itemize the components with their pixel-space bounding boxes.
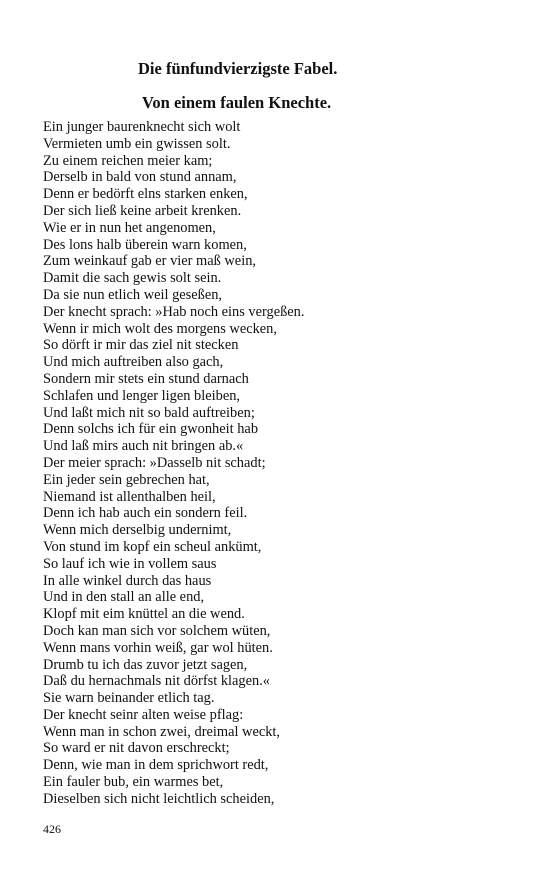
verse-line: Vermieten umb ein gwissen solt.	[43, 135, 231, 152]
verse-line: In alle winkel durch das haus	[43, 572, 212, 589]
verse-line: Der meier sprach: »Dasselb nit schadt;	[43, 454, 266, 471]
verse-line: So dörft ir mir das ziel nit stecken	[43, 337, 239, 354]
verse-line: Schlafen und lenger ligen bleiben,	[43, 387, 241, 404]
verse-line: Denn er bedörft elns starken enken,	[43, 186, 248, 203]
verse-line: Und laßt mich nit so bald auftreiben;	[43, 404, 255, 421]
verse-line: Der knecht sprach: »Hab noch eins vergeßen.	[43, 303, 305, 320]
verse-line: Dieselben sich nicht leichtlich scheiden,	[43, 790, 275, 807]
verse-line: Zu einem reichen meier kam;	[43, 152, 213, 169]
verse-line: Von stund im kopf ein scheul ankümt,	[43, 538, 262, 555]
verse-line: Denn, wie man in dem sprichwort redt,	[43, 757, 269, 774]
verse-line: Sie warn beinander etlich tag.	[43, 690, 215, 707]
verse-line: Und mich auftreiben also gach,	[43, 354, 224, 371]
verse-line: Daß du hernachmals nit dörfst klagen.«	[43, 673, 270, 690]
verse-line: Niemand ist allenthalben heil,	[43, 488, 216, 505]
fable-subtitle: Von einem faulen Knechte.	[142, 93, 332, 112]
verse-line: Der knecht seinr alten weise pflag:	[43, 706, 244, 723]
verse-line: Damit die sach gewis solt sein.	[43, 270, 222, 287]
verse-line: Wenn mans vorhin weiß, gar wol hüten.	[43, 639, 273, 656]
verse-line: Sondern mir stets ein stund darnach	[43, 370, 249, 387]
verse-line: Der sich ließ keine arbeit krenken.	[43, 202, 242, 219]
verse-list	[43, 119, 304, 808]
verse-line: Und in den stall an alle end,	[43, 589, 205, 606]
verse-line: Ein junger baurenknecht sich wolt	[43, 119, 241, 135]
verse-line: So ward er nit davon erschreckt;	[43, 740, 230, 757]
verse-line: Wenn mich derselbig undernimt,	[43, 522, 232, 539]
verse-line: Ein fauler bub, ein warmes bet,	[43, 774, 224, 791]
verse-line: Und laß mirs auch nit bringen ab.«	[43, 438, 244, 455]
verse-line: Doch kan man sich vor solchem wüten,	[43, 622, 271, 639]
verse-line: Wie er in nun het angenomen,	[43, 219, 216, 236]
page-number: 426	[43, 822, 61, 836]
verse-line: Ein jeder sein gebrechen hat,	[43, 471, 210, 488]
verse-line: Denn solchs ich für ein gwonheit hab	[43, 421, 259, 438]
verse-line: Zum weinkauf gab er vier maß wein,	[43, 253, 256, 270]
verse-line: Wenn ir mich wolt des morgens wecken,	[43, 320, 277, 337]
verse-line: Klopf mit eim knüttel an die wend.	[43, 606, 245, 623]
verse-line: Wenn man in schon zwei, dreimal weckt,	[43, 723, 281, 740]
fable-title: Die fünfundvierzigste Fabel.	[138, 59, 338, 78]
verse-line: Des lons halb überein warn komen,	[43, 236, 247, 253]
verse-line: Da sie nun etlich weil geseßen,	[43, 286, 223, 303]
verse-line: Denn ich hab auch ein sondern feil.	[43, 505, 248, 522]
verse-line: So lauf ich wie in vollem saus	[43, 555, 217, 572]
verse-line: Drumb tu ich das zuvor jetzt sagen,	[43, 656, 248, 673]
verse-line: Derselb in bald von stund annam,	[43, 169, 237, 186]
